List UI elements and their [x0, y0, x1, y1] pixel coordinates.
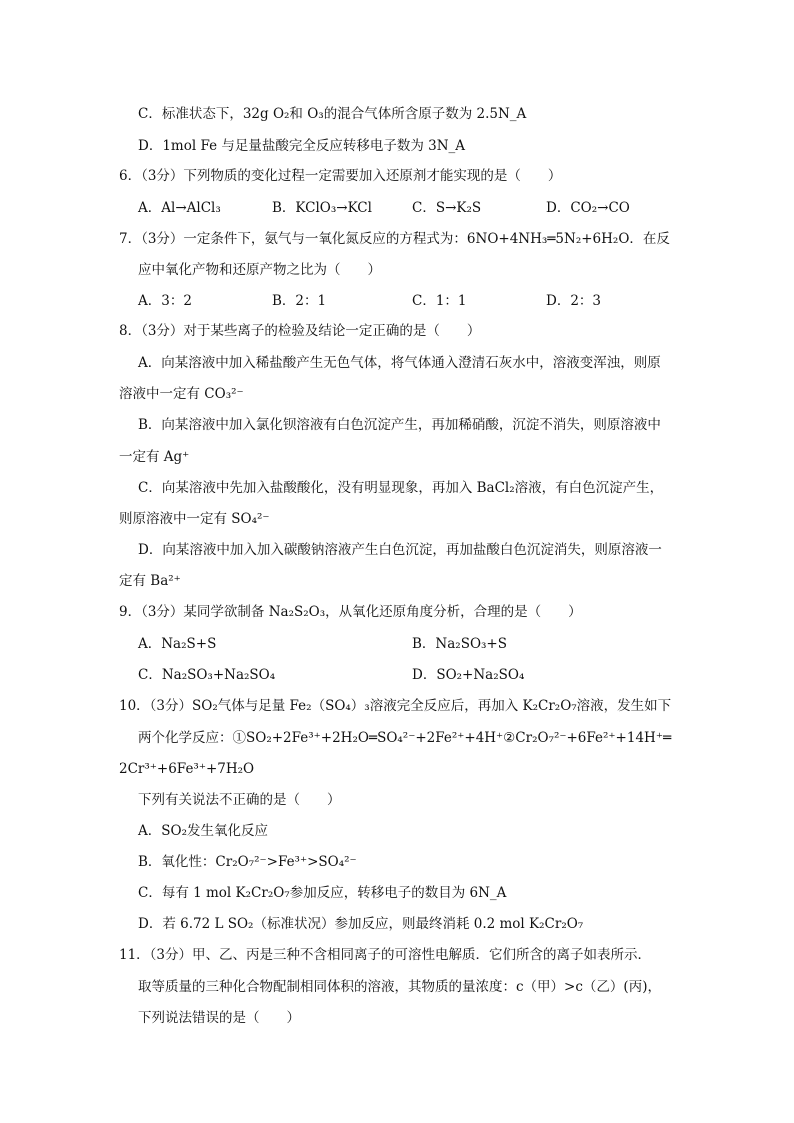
q10-stem: 10．（3分）SO₂气体与足量 Fe₂（SO₄）₃溶液完全反应后，再加入 K₂Cr₂O₇溶液，发生如下 [119, 698, 672, 714]
q10-option-b: B．氧化性：Cr₂O₇²⁻>Fe³⁺>SO₄²⁻ [138, 854, 357, 870]
q10-reactions-cont: 2Cr³⁺+6Fe³⁺+7H₂O [119, 761, 255, 777]
q11-stem-cont: 取等质量的三种化合物配制相同体积的溶液，其物质的量浓度：c（甲）>c（乙）(丙)， [138, 979, 661, 995]
q6-option-d: D．CO₂→CO [546, 200, 630, 216]
q10-question: 下列有关说法不正确的是（ ） [138, 792, 341, 808]
q9-stem: 9．（3分）某同学欲制备 Na₂S₂O₃，从氧化还原角度分析，合理的是（ ） [119, 604, 582, 620]
q6-option-c: C．S→K₂S [412, 200, 482, 216]
q8-option-a-cont: 溶液中一定有 CO₃²⁻ [119, 386, 244, 402]
q8-option-c-cont: 则原溶液中一定有 SO₄²⁻ [119, 511, 270, 527]
q8-option-d-cont: 定有 Ba²⁺ [119, 573, 181, 589]
q10-option-a: A．SO₂发生氧化反应 [138, 823, 268, 839]
q9-option-b: B．Na₂SO₃+S [412, 636, 507, 652]
q7-stem-cont: 应中氧化产物和还原产物之比为（ ） [138, 262, 381, 278]
q7-option-b: B．2：1 [272, 293, 327, 309]
q11-stem: 11．（3分）甲、乙、丙是三种不含相同离子的可溶性电解质．它们所含的离子如表所示． [119, 947, 652, 963]
q5-option-d: D．1mol Fe 与足量盐酸完全反应转移电子数为 3N_A [138, 138, 466, 154]
q8-option-b-cont: 一定有 Ag⁺ [119, 449, 190, 465]
q10-option-d: D．若 6.72 L SO₂（标准状况）参加反应，则最终消耗 0.2 mol K₂Cr₂O₇ [138, 916, 584, 932]
q7-option-a: A．3：2 [138, 293, 192, 309]
q8-option-d: D．向某溶液中加入加入碳酸钠溶液产生白色沉淀，再加盐酸白色沉淀消失，则原溶液一 [138, 542, 662, 558]
q9-option-d: D．SO₂+Na₂SO₄ [412, 667, 525, 683]
q8-stem: 8．（3分）对于某些离子的检验及结论一定正确的是（ ） [119, 323, 481, 339]
q9-option-c: C．Na₂SO₃+Na₂SO₄ [138, 667, 276, 683]
q8-option-a: A．向某溶液中加入稀盐酸产生无色气体，将气体通入澄清石灰水中，溶液变浑浊，则原 [138, 355, 661, 371]
q7-stem: 7．（3分）一定条件下，氨气与一氧化氮反应的方程式为：6NO+4NH₃═5N₂+6H₂O．在反 [119, 231, 670, 247]
q6-stem: 6．（3分）下列物质的变化过程一定需要加入还原剂才能实现的是（ ） [119, 168, 562, 184]
q8-option-b: B．向某溶液中加入氯化钡溶液有白色沉淀产生，再加稀硝酸，沉淀不消失，则原溶液中 [138, 417, 661, 433]
q6-option-b: B．KClO₃→KCl [272, 200, 372, 216]
q9-option-a: A．Na₂S+S [138, 636, 217, 652]
q6-option-a: A．Al→AlCl₃ [138, 200, 221, 216]
q10-option-c: C．每有 1 mol K₂Cr₂O₇参加反应，转移电子的数目为 6N_A [138, 885, 507, 901]
q5-option-c: C．标准状态下，32g O₂和 O₃的混合气体所含原子数为 2.5N_A [138, 106, 527, 122]
q7-option-d: D．2：3 [546, 293, 602, 309]
q7-option-c: C．1：1 [412, 293, 467, 309]
q10-reactions: 两个化学反应：①SO₂+2Fe³⁺+2H₂O═SO₄²⁻+2Fe²⁺+4H⁺②Cr₂O₇²⁻+6Fe²⁺+14H⁺═ [138, 730, 672, 746]
q8-option-c: C．向某溶液中先加入盐酸酸化，没有明显现象，再加入 BaCl₂溶液，有白色沉淀产生， [138, 480, 664, 496]
q11-question: 下列说法错误的是（ ） [138, 1010, 300, 1026]
